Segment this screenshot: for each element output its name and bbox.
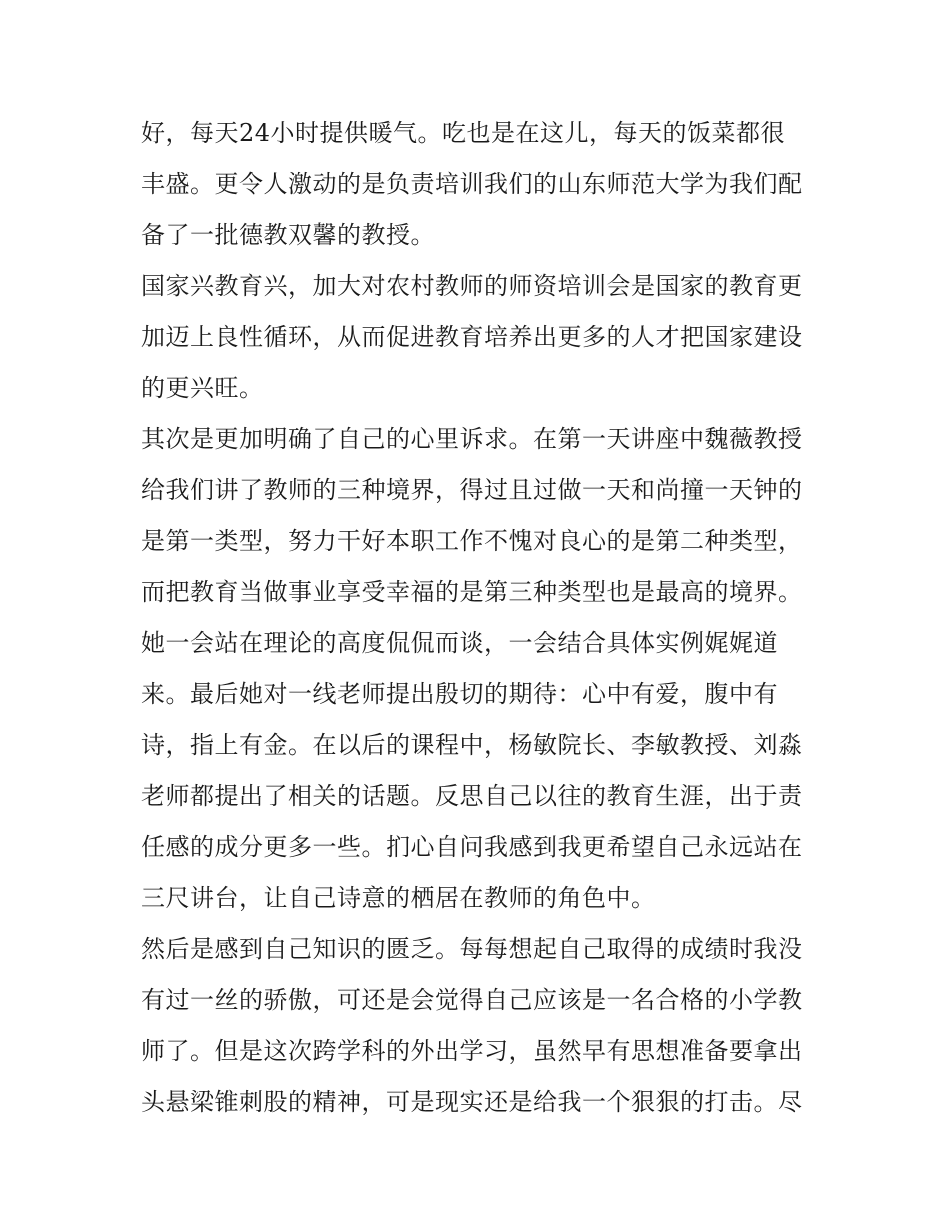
text-line: 她一会站在理论的高度侃侃而谈，一会结合具体实例娓娓道 — [141, 629, 778, 657]
text-line: 加迈上良性循环，从而促进教育培养出更多的人才把国家建设 — [141, 323, 803, 351]
text-line: 备了一批德教双馨的教授。 — [141, 221, 435, 249]
text-line: 任感的成分更多一些。扪心自问我感到我更希望自己永远站在 — [141, 833, 803, 861]
text-line: 而把教育当做事业享受幸福的是第三种类型也是最高的境界。 — [141, 578, 803, 606]
text-line: 老师都提出了相关的话题。反思自己以往的教育生涯，出于责 — [141, 782, 803, 810]
text-line: 国家兴教育兴，加大对农村教师的师资培训会是国家的教育更 — [141, 272, 803, 300]
text-line: 来。最后她对一线老师提出殷切的期待：心中有爱，腹中有 — [141, 680, 778, 708]
text-line: 好，每天24小时提供暖气。吃也是在这儿，每天的饭菜都很 — [141, 119, 786, 147]
text-line: 有过一丝的骄傲，可还是会觉得自己应该是一名合格的小学教 — [141, 986, 803, 1014]
text-line: 丰盛。更令人激动的是负责培训我们的山东师范大学为我们配 — [141, 170, 803, 198]
document-body — [141, 108, 816, 1128]
text-line: 三尺讲台，让自己诗意的栖居在教师的角色中。 — [141, 884, 656, 912]
text-line: 诗，指上有金。在以后的课程中，杨敏院长、李敏教授、刘淼 — [141, 731, 803, 759]
text-line: 然后是感到自己知识的匮乏。每每想起自己取得的成绩时我没 — [141, 935, 803, 963]
text-line: 其次是更加明确了自己的心里诉求。在第一天讲座中魏薇教授 — [141, 425, 803, 453]
text-line: 是第一类型，努力干好本职工作不愧对良心的是第二种类型， — [141, 527, 803, 555]
text-line: 师了。但是这次跨学科的外出学习，虽然早有思想准备要拿出 — [141, 1037, 803, 1065]
text-line: 的更兴旺。 — [141, 374, 264, 402]
text-line: 头悬梁锥刺股的精神，可是现实还是给我一个狠狠的打击。尽 — [141, 1088, 803, 1116]
text-line: 给我们讲了教师的三种境界，得过且过做一天和尚撞一天钟的 — [141, 476, 803, 504]
